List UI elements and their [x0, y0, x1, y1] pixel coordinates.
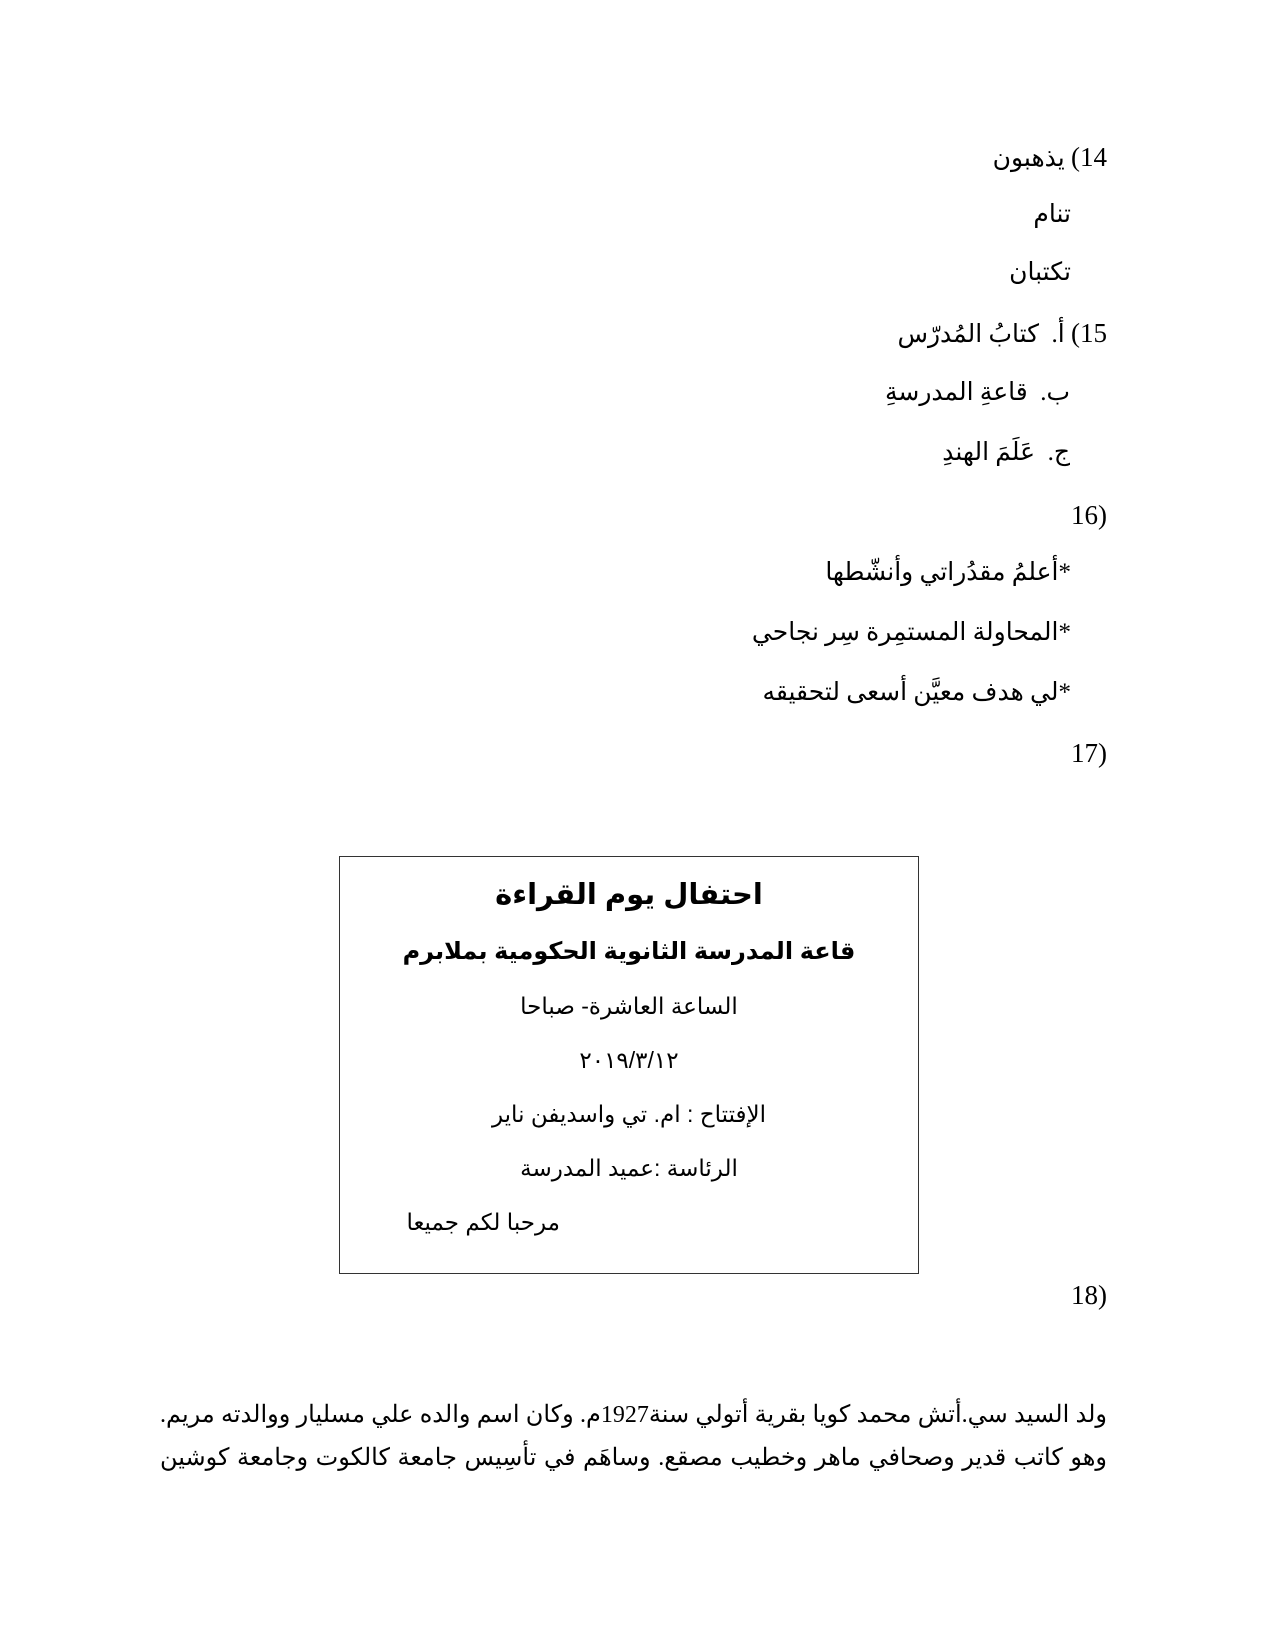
q14-answer-2: تنام: [1033, 201, 1071, 228]
q15-item-c-text: عَلَمَ الهندِ: [942, 439, 1036, 466]
event-opening: الإفتتاح : ام. تي واسديفن ناير: [491, 1101, 767, 1127]
q15-line-2: [885, 377, 1070, 409]
event-welcome: مرحبا لكم جميعا: [406, 1209, 560, 1235]
q15-item-b-label: ب.: [1040, 379, 1070, 406]
q15-number: 15): [1071, 318, 1107, 348]
q16-number-line: [1071, 499, 1107, 533]
event-time: الساعة العاشرة- صباحا: [520, 993, 738, 1019]
q15-item-b-text: قاعةِ المدرسةِ: [885, 379, 1028, 406]
q16-item-2: *المحاولة المستمِرة سِر نجاحي: [751, 619, 1071, 646]
event-title: احتفال يوم القراءة: [495, 879, 763, 911]
q18-number-line: [1071, 1279, 1107, 1313]
q14-number: 14): [1071, 142, 1107, 172]
q15-item-a-label: أ.: [1051, 321, 1065, 348]
q15-line-1: [897, 317, 1107, 351]
q16-item-3: *لي هدف معيَّن أسعى لتحقيقه: [762, 679, 1071, 706]
q18-paragraph-line-1: ولد السيد سي.أتش محمد كويا بقرية أتولي سنة1927م. وكان اسم والده علي مسليار ووالدته مريم.: [160, 1402, 1108, 1428]
q16-item-1: *أعلمُ مقدُراتي وأنشّطها: [825, 559, 1071, 586]
q14-answer-1: يذهبون: [992, 145, 1065, 172]
event-notice-card: [339, 856, 919, 1274]
q14-line-3: [1009, 257, 1071, 289]
q18-paragraph-line-2: وهو كاتب قدير وصحافي ماهر وخطيب مصقع. وساهَم في تأسِيس جامعة كالكوت وجامعة كوشين: [160, 1445, 1107, 1471]
q15-item-c-label: ج.: [1047, 439, 1070, 466]
q15-item-a-text: كتابُ المُدرّس: [897, 321, 1040, 348]
q14-answer-3: تكتبان: [1009, 259, 1071, 286]
q14-line-2: [1033, 199, 1071, 231]
q17-number: (17: [1071, 738, 1107, 768]
q18-number: (18: [1071, 1280, 1107, 1310]
event-presidency: الرئاسة :عميد المدرسة: [520, 1155, 738, 1181]
event-venue: قاعة المدرسة الثانوية الحكومية بملابرم: [402, 938, 856, 965]
event-date: ٢٠١٩/٣/١٢: [579, 1047, 679, 1073]
q16-number: (16: [1071, 500, 1107, 530]
q14-line-1: [993, 141, 1107, 175]
q15-line-3: [942, 437, 1070, 469]
q17-number-line: [1071, 737, 1107, 771]
